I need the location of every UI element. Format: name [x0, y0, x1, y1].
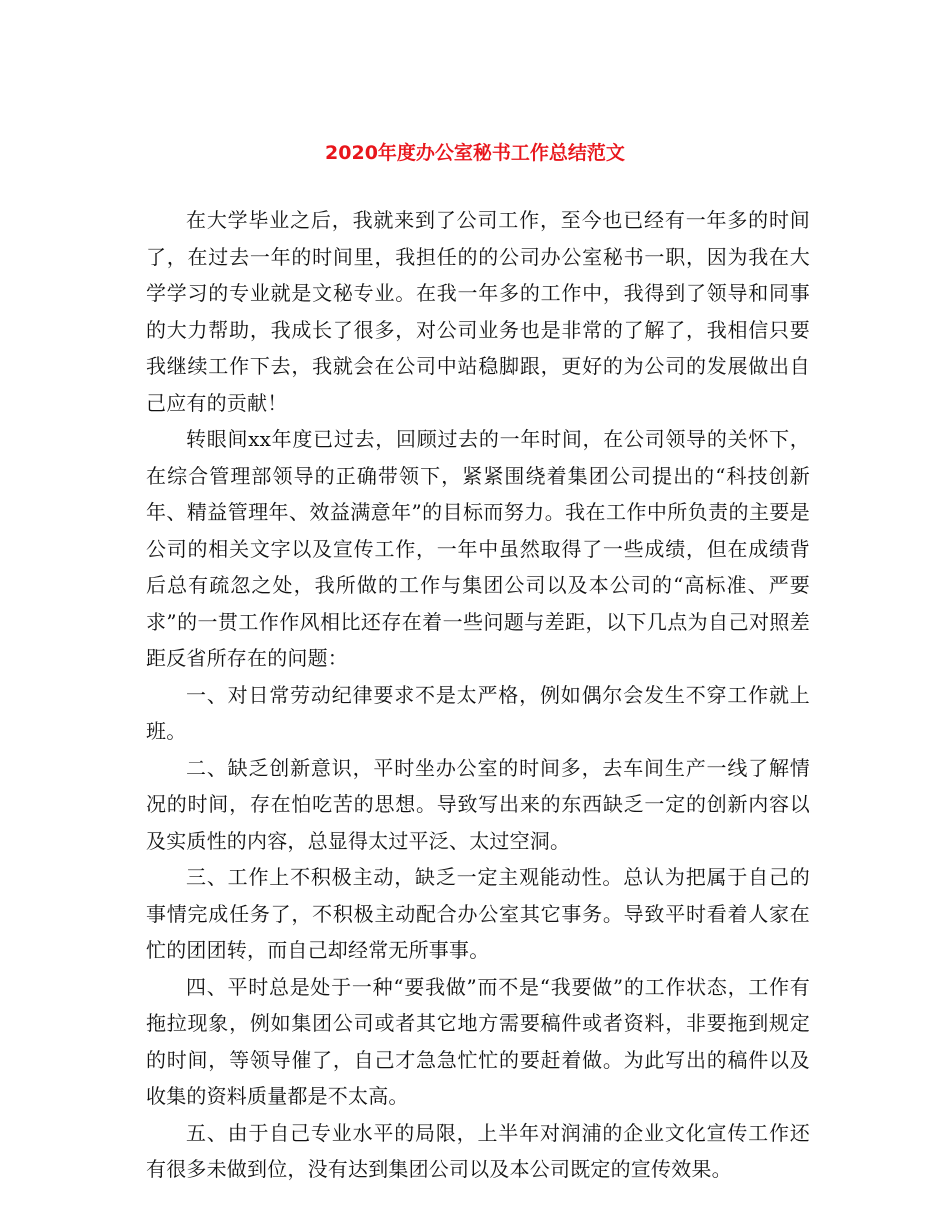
document-body: [146, 202, 810, 1188]
paragraph-issue-1: 一、对日常劳动纪律要求不是太严格，例如偶尔会发生不穿工作就上班。: [146, 682, 810, 743]
paragraph-issue-4: 四、平时总是处于一种“要我做”而不是“我要做”的工作状态，工作有拖拉现象，例如集团公司或者其它地方需要稿件或者资料，非要拖到规定的时间，等领导催了，自己才急急忙忙的要赶着做。为此写出的稿件以及收集的资料质量都是不太高。: [146, 974, 810, 1108]
paragraph-issue-2: 二、缺乏创新意识，平时坐办公室的时间多，去车间生产一线了解情况的时间，存在怕吃苦的思想。导致写出来的东西缺乏一定的创新内容以及实质性的内容，总显得太过平泛、太过空洞。: [146, 755, 810, 853]
paragraph-intro: 在大学毕业之后，我就来到了公司工作，至今也已经有一年多的时间了，在过去一年的时间里，我担任的的公司办公室秘书一职，因为我在大学学习的专业就是文秘专业。在我一年多的工作中，我得到了领导和同事的大力帮助，我成长了很多，对公司业务也是非常的了解了，我相信只要我继续工作下去，我就会在公司中站稳脚跟，更好的为公司的发展做出自己应有的贡献！: [146, 208, 810, 415]
document-title: 2020年度办公室秘书工作总结范文: [325, 142, 625, 164]
paragraph-issue-5: 五、由于自己专业水平的局限，上半年对润浦的企业文化宣传工作还有很多未做到位，没有达到集团公司以及本公司既定的宣传效果。: [146, 1120, 810, 1181]
paragraph-review: 转眼间xx年度已过去，回顾过去的一年时间，在公司领导的关怀下，在综合管理部领导的正确带领下，紧紧围绕着集团公司提出的“科技创新年、精益管理年、效益满意年”的目标而努力。我在工作中所负责的主要是公司的相关文字以及宣传工作，一年中虽然取得了一些成绩，但在成绩背后总有疏忽之处，我所做的工作与集团公司以及本公司的“高标准、严要求”的一贯工作作风相比还存在着一些问题与差距，以下几点为自己对照差距反省所存在的问题：: [146, 427, 810, 670]
paragraph-issue-3: 三、工作上不积极主动，缺乏一定主观能动性。总认为把属于自己的事情完成任务了，不积极主动配合办公室其它事务。导致平时看着人家在忙的团团转，而自己却经常无所事事。: [146, 865, 810, 962]
